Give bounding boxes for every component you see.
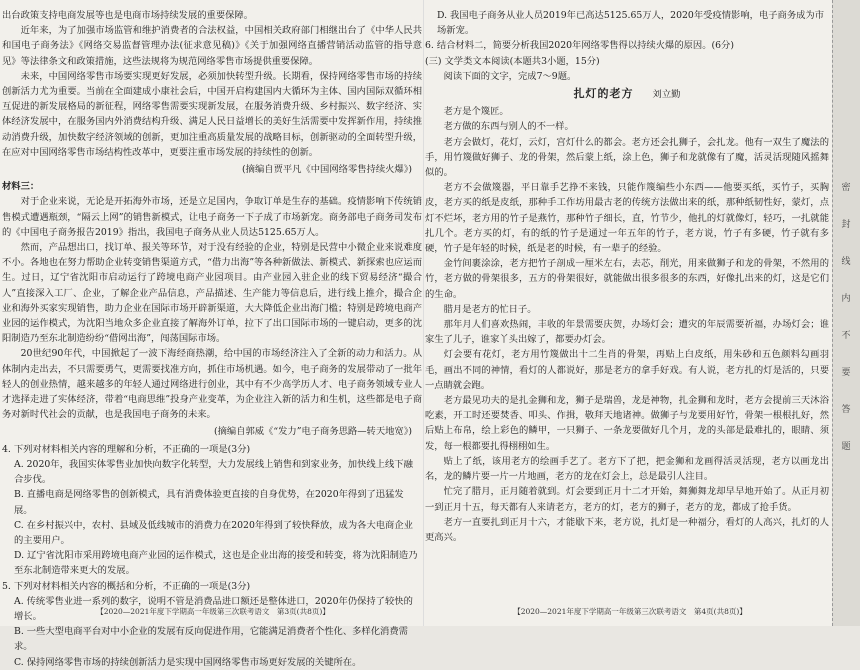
page-footer-left: 【2020—2021年度下学期高一年级第三次联考语文 第3页(共8页)】: [96, 607, 330, 616]
paragraph: 未来，中国网络零售市场要实现更好发展，必须加快转型升级。长期看，保持网络零售市场的持续创新活力尤为重要。当前在全面建成小康社会后，中国开启构建国内大循环为主体、国内国际双循环相互促进的新发展格局的新征程，网络零售需要实现新发展，在服务消费升级、乡村振兴、数字经济、实体经济发展中，在服务国内外消费结构升级、满足人民日益增长的美好生活需要中发挥新作用，持续推动消费升级，加快数字经济领域的创新，更加注重高质量发展的战略目标，创新驱动的全面转型升级，在应对中国网络零售市场结构性改革中，更要注重市场发展的持续性的创新。: [2, 70, 422, 158]
option: D. 辽宁省沈阳市采用跨境电商产业园的运作模式，这也是企业出海的接受和转变，将为沈阳制造乃至东北制造带来更大的发展。: [14, 550, 418, 577]
seal-char: 答: [841, 405, 851, 415]
seal-line-notice: [838, 170, 854, 466]
story-title: 扎灯的老方: [573, 87, 634, 101]
paragraph: 老方会做灯，花灯，云灯，宫灯什么的都会。老方还会扎狮子，会扎龙。他有一双生了魔法的手，用竹篾做好狮子、龙的骨架，然后蒙上纸，涂上色，狮子和龙就像有了魔，活灵活现随风摇舞似的。: [425, 136, 829, 179]
story-title-line: [425, 86, 829, 102]
question-5: 5. 下列对材料相关内容的概括和分析，不正确的一项是(3分): [2, 580, 251, 592]
paragraph: 老方一直要扎到正月十六，才能歇下来，老方说，扎灯是一种福分，看灯的人高兴，扎灯的人更高兴。: [425, 516, 829, 543]
option: A. 传统零售业进一系列的数字，说明不管是消费品进口额还是整体进口，2020年仍保持了较快的增长。: [14, 595, 413, 622]
option: D. 我国电子商务从业人员2019年已高达5125.65万人，2020年受疫情影响，电子商务成为市场新宠。: [437, 10, 825, 37]
paragraph: 老方最见功夫的是扎金狮和龙，狮子是瑞兽，龙是神物，扎金狮和龙时，老方会提前三天沐浴吃素，开工时还要焚香、叩头、作揖，敬拜天地诸神。做狮子与龙要用好竹，骨架一根根扎好，然后贴上布帛，绘上彩色的鳞甲，一只狮子、一条龙要做好几个月，龙的头部是最难扎的，眼睛、须发，每一根都要扎得栩栩如生。: [425, 395, 829, 452]
option: B. 一些大型电商平台对中小企业的发展有反向促进作用，它能满足消费者个性化、多样化消费需求。: [14, 626, 408, 653]
seal-char: 线: [841, 257, 851, 267]
source-citation: (摘编自郭威《“发力”电子商务思路—转天地宽》): [213, 426, 412, 438]
page-divider: [423, 0, 424, 626]
option: C. 保持网络零售市场的持续创新活力是实现中国网络零售市场更好发展的关键所在。: [14, 656, 362, 668]
paragraph: 出台政策支持电商发展等也是电商市场持续发展的重要保障。: [2, 10, 254, 21]
left-page: [2, 8, 422, 670]
paragraph: 对于企业来说，无论是开拓海外市场，还是立足国内，争取订单是生存的基础。疫情影响下传统销售模式遭遇瓶颈，“隔云上网”的销售新模式，让电子商务一下子成了市场新宠。商务部电子商务司发布的《中国电子商务报告2019》指出，我国电子商务从业人员达5125.65万人。: [2, 196, 422, 238]
seal-char: 密: [841, 183, 851, 193]
paragraph: 那年月人们喜欢热闹，丰收的年景需要庆贺，办场灯会；遭灾的年辰需要祈福，办场灯会；谁家生了儿子，谁家丫头出嫁了，都要办灯会。: [425, 319, 829, 346]
paragraph: 贴上了纸，该用老方的绘画手艺了。老方下了把，把金狮和龙画得活灵活现，老方以画龙出名，龙的鳞片要一片一片地画，老方的龙在灯会上，总是最引人注目。: [425, 455, 829, 483]
option: B. 直播电商是网络零售的创新模式，具有消费体验更直接的自身优势，在2020年得到了迅猛发展。: [14, 489, 404, 516]
question-4: 4. 下列对材料相关内容的理解和分析，不正确的一项是(3分): [2, 443, 251, 455]
paragraph: 老方不会做篾器，平日靠手艺挣不来钱，只能作篾编些小东西——他要买纸，买竹子，买胸皮，老方买的纸是皮纸，那种手工作坊用最古老的传统方法做出来的纸，那种纸韧性好，蒙灯，点灯不烂坏，老方用的竹子是燕竹，那种竹子细长，直，竹节少，他扎的灯就像灯，轻巧，一扎就能扎几个。老方买的灯，有的纸的竹子是通过一年五年的竹子，老方说，竹子有多硬，竹子就有多硬，竹子是年轻的时候，纸是老的时候，有一辈子的经验。: [425, 182, 829, 255]
paragraph: 灯会要有花灯，老方用竹篾做出十二生肖的骨架，再贴上白皮纸，用朱砂和五色颜料勾画羽毛，画出不同的神情，看灯的人都说好，那是老方的拿手好戏。有人说，老方扎的灯是活的，只要一点睛就会跑。: [425, 349, 829, 391]
story-author: 刘立勤: [652, 89, 681, 101]
instruction: 阅读下面的文字，完成7～9题。: [443, 70, 577, 82]
seal-char: 内: [841, 294, 851, 304]
paragraph: 金竹间裹涂涂，老方把竹子剖成一厘米左右，去芯，削光，用来做狮子和龙的骨架，不然用的竹，老方做的骨架很多，五方的骨架很好，就能做出很多很多的东西，好像扎出来的灯，这是它们的生命。: [425, 258, 829, 300]
seal-char: 要: [841, 368, 851, 378]
paragraph: 老方做的东西与别人的不一样。: [443, 121, 574, 133]
paragraph: 腊月是老方的忙日子。: [443, 303, 537, 315]
question-6: 6. 结合材料二，简要分析我国2020年网络零售得以持续火爆的原因。(6分): [425, 40, 734, 52]
option: A. 2020年，我国实体零售业加快向数字化转型，大力发展线上销售和到家业务，加快线上线下融合步伐。: [14, 458, 413, 486]
section-heading: (三) 文学类文本阅读(本题共3小题，15分): [425, 55, 600, 67]
seal-char: 封: [841, 220, 851, 230]
paragraph: 20世纪90年代，中国掀起了一波下海经商热潮，给中国的市场经济注入了全新的动力和活力。从体制内走出去，不只需要勇气，更需要找准方向，抓住市场机遇。如今，电子商务的发展带动了一批年轻人的创业热情，越来越多的年轻人通过网络进行创业，其中有不少高学历人才、电子商务领域专业人才选择走进了实体经济，带着“电商思维”投身产业变革，为企业注入新的活力和生机，这些都是电子商务对新时代社会的贡献，也是我国电子商务的未来。: [2, 348, 422, 421]
seal-char: 题: [841, 442, 851, 452]
paragraph: 老方是个篾匠。: [443, 106, 509, 118]
paragraph: 然而，产品想出口，找订单、报关等环节，对于没有经验的企业，特别是民营中小微企业来说难度不小。各地也在努力帮助企业转变销售渠道方式，“借力出海”等各种新做法、新模式、新探索也应运而生。过日，辽宁省沈阳市启动运行了跨境电商产业园项目。由产业园入驻企业的线下贸易经济“撮合人”直接深入工厂、企业，了解企业产品信息，产品描述、生产能力等信息后，进行线上推介，撮合企业和海外买家实现销售，助力企业在国际市场开辟新渠道，大大降低企业出海门槛；特别是跨境电商产业园的运作模式，为沈阳当地众多企业直接了解海外订单，拉下了出口国际市场的一键启动，更多的沈阳制造乃至东北制造纷纷“借网出海”，闯荡国际市场。: [2, 242, 422, 345]
paragraph: 忙完了腊月，正月随着就到。灯会要到正月十二才开始，舞狮舞龙却早早地开始了。从正月初一到正月十五，每天都有人来请老方，老方的灯，老方的狮子，老方的龙，都成了抢手货。: [425, 486, 829, 513]
option: C. 在乡村振兴中，农村、县域及低线城市的消费力在2020年得到了较快释放，成为各大电商企业的主要用户。: [14, 519, 413, 546]
paragraph: 近年来，为了加强市场监管和维护消费者的合法权益，中国相关政府部门相继出台了《中华人民共和国电子商务法》《网络交易监督管理办法(征求意见稿)》《关于加强网络直播营销活动监管的指导意见》等法律条文和政策措施，这些法规将为规范网络零售市场提供重要保障。: [2, 25, 422, 67]
material-heading: 材料三：: [2, 181, 40, 193]
page-footer-right: 【2020—2021年度下学期高一年级第三次联考语文 第4页(共8页)】: [513, 607, 747, 616]
source-citation: (摘编自贾平凡《中国网络零售持续火爆》): [242, 164, 412, 176]
right-page: [425, 8, 829, 545]
seal-char: 不: [841, 331, 851, 341]
